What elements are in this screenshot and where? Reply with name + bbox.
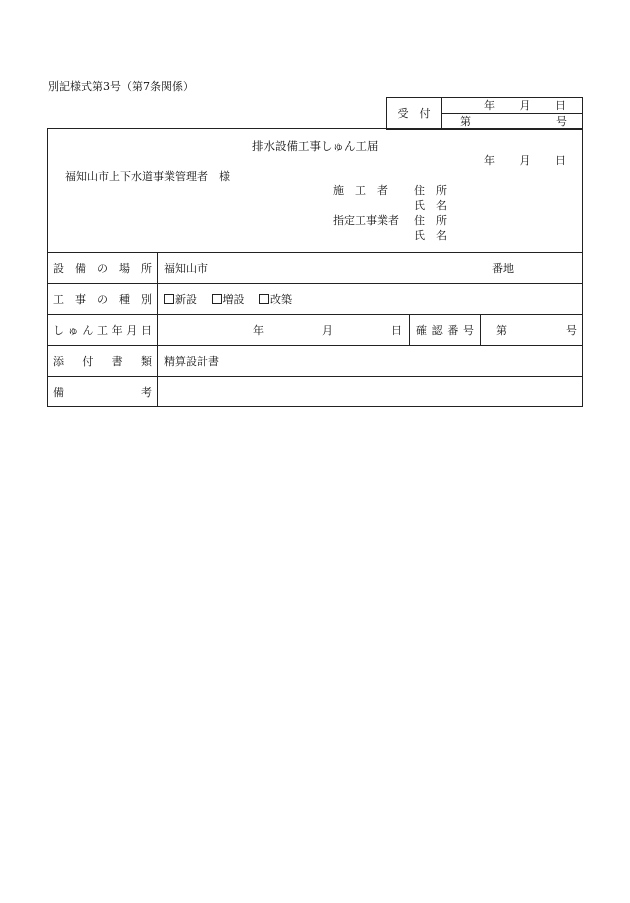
location-input-area[interactable] [212,256,487,280]
contractor-label: 指定工事業者 [333,214,399,227]
location-label-char-2: 備 [75,262,86,275]
submission-date[interactable] [484,155,566,166]
work-type-label-char-2: 事 [75,293,86,306]
work-type-label-char-5: 別 [141,293,152,306]
confirm-label-char-2: 認 [431,324,443,337]
row-rule-1 [47,283,583,284]
applicant-name-label: 氏 名 [414,199,447,212]
attachments-label-char-3: 書 [111,355,123,368]
completion-year-label: 年 [253,324,264,337]
form-title: 排水設備工事しゅん工届 [252,139,379,153]
applicant-address-label: 住 所 [414,184,447,197]
row-rule-4 [47,376,583,377]
completion-label-char-7: 日 [140,324,152,337]
applicant-label: 施 工 者 [333,184,388,197]
receipt-day-label: 日 [555,99,566,112]
expansion-checkbox[interactable] [212,294,222,304]
receipt-label: 受 付 [397,107,431,120]
confirm-number-label [416,325,474,336]
confirm-label-char-3: 番 [447,324,459,337]
attachments-label-char-1: 添 [53,355,64,368]
attachments-value: 精算設計書 [164,355,219,368]
remarks-label-char-2: 考 [141,386,152,399]
receipt-row-divider [441,113,583,114]
completion-date-field[interactable] [253,325,402,336]
confirm-label-char-1: 確 [416,324,427,337]
contractor-address-label: 住 所 [414,214,447,227]
remarks-label [53,387,152,398]
contractor-name-label: 氏 名 [414,229,447,242]
location-label [53,263,152,274]
row-rule-3 [47,345,583,346]
completion-day-label: 日 [391,324,402,337]
confirm-label-char-4: 号 [462,324,474,337]
location-label-char-4: 場 [119,262,130,275]
receipt-month-label: 月 [519,99,531,112]
option-expansion[interactable] [212,293,245,306]
submission-year-label: 年 [484,154,495,167]
location-label-char-5: 所 [141,262,152,275]
completion-label-char-2: ゅ [67,324,79,337]
option-renovation-label: 改築 [270,293,292,306]
option-new[interactable] [164,293,197,306]
work-type-label-char-1: 工 [53,293,64,306]
option-renovation[interactable] [259,293,292,306]
work-type-label-char-4: 種 [119,293,130,306]
label-column-rule [157,252,158,407]
completion-label-char-4: 工 [96,324,108,337]
confirm-label-left-rule [409,314,410,345]
location-label-char-1: 設 [53,262,64,275]
location-label-char-3: の [97,262,108,275]
location-banchi: 番地 [492,262,514,275]
completion-label-char-1: し [53,324,64,337]
completion-label-char-3: ん [82,324,94,337]
row-rule-2 [47,314,583,315]
confirm-number-suffix: 号 [566,324,577,337]
option-new-label: 新設 [175,293,197,306]
option-expansion-label: 増設 [222,293,245,306]
submission-month-label: 月 [519,154,531,167]
completion-date-label [53,325,152,336]
submission-day-label: 日 [555,154,566,167]
table-top-rule [47,252,583,253]
remarks-label-char-1: 備 [53,386,64,399]
attachments-label-char-2: 付 [82,355,94,368]
work-type-label [53,294,152,305]
renovation-checkbox[interactable] [259,294,269,304]
confirm-label-right-rule [480,314,481,345]
receipt-number-suffix: 号 [556,115,567,128]
completion-label-char-5: 年 [111,324,123,337]
attachments-label [53,356,152,367]
attachments-label-char-4: 類 [140,355,152,368]
work-type-options [164,294,303,305]
work-type-label-char-3: の [97,293,108,306]
location-city: 福知山市 [164,262,208,275]
receipt-date[interactable] [484,100,566,111]
completion-month-label: 月 [322,324,333,337]
form-reference: 別記様式第3号（第7条関係） [48,80,194,93]
confirm-number-prefix: 第 [496,324,507,337]
new-checkbox[interactable] [164,294,174,304]
completion-label-char-6: 月 [126,324,138,337]
receipt-year-label: 年 [484,99,495,112]
receipt-number-prefix: 第 [460,115,471,128]
addressee: 福知山市上下水道事業管理者 様 [65,170,230,183]
